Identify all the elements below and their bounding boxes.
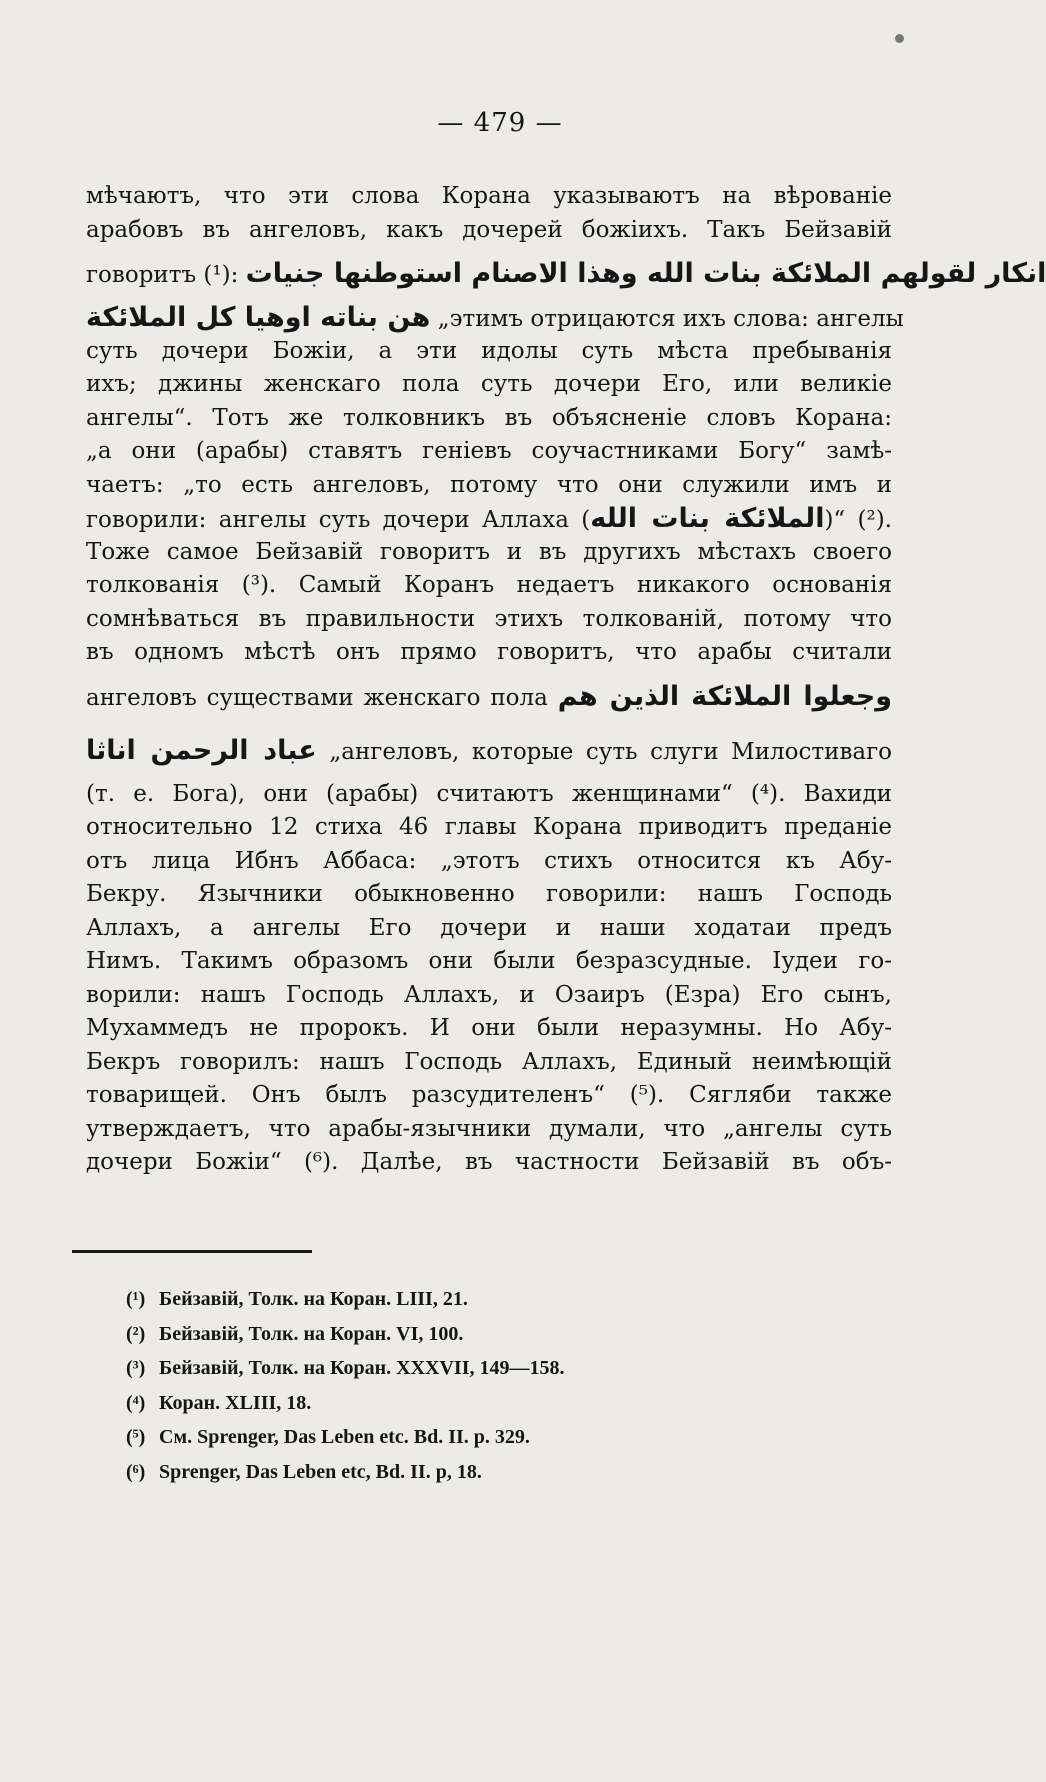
arabic-quote: عباد الرحمن اناثا bbox=[86, 734, 317, 766]
text-line: чаетъ: „то есть ангеловъ, потому что они служили имъ и bbox=[86, 471, 892, 498]
footnote-text: Коран. XLIII, 18. bbox=[159, 1391, 312, 1414]
text-segment: „этимъ отрицаются ихъ слова: ангелы bbox=[437, 306, 904, 332]
text-segment: говоритъ (¹): bbox=[86, 262, 239, 288]
text-line-with-arabic bbox=[86, 502, 892, 536]
footnote-text: Бейзавій, Толк. на Коран. VI, 100. bbox=[159, 1322, 464, 1345]
footnote-text: Бейзавій, Толк. на Коран. LIII, 21. bbox=[159, 1288, 468, 1310]
main-text bbox=[86, 180, 1046, 1180]
footnote bbox=[126, 1282, 826, 1317]
text-line-with-arabic bbox=[86, 724, 892, 778]
text-line: въ одномъ мѣстѣ онъ прямо говоритъ, что арабы считали bbox=[86, 639, 892, 665]
footnote bbox=[126, 1386, 826, 1421]
footnote-mark: (⁴) bbox=[126, 1391, 146, 1414]
text-line: ворили: нашъ Господь Аллахъ, и Озаиръ (Езра) Его сынъ, bbox=[86, 981, 892, 1008]
text-line: арабовъ въ ангеловъ, какъ дочерей божіихъ. Такъ Бейзавій bbox=[86, 216, 892, 243]
footnote-text: См. Sprenger, Das Leben etc. Bd. II. p. 329. bbox=[159, 1426, 530, 1449]
text-line: толкованія (³). Самый Коранъ недаетъ никакого основанія bbox=[86, 572, 892, 598]
footnote-mark: (¹) bbox=[126, 1288, 146, 1310]
ink-speck bbox=[895, 34, 904, 43]
text-line: „а они (арабы) ставятъ геніевъ соучастниками Богу“ замѣ- bbox=[86, 438, 892, 464]
text-line: сомнѣваться въ правильности этихъ толкованій, потому что bbox=[86, 605, 892, 632]
text-line: дочери Божіи“ (⁶). Далѣе, въ частности Бейзавій въ объ- bbox=[86, 1149, 892, 1175]
footnote-mark: (²) bbox=[126, 1322, 146, 1345]
arabic-quote: هن بناته اوهيا كل الملائكة bbox=[86, 302, 431, 333]
text-line: Нимъ. Такимъ образомъ они были безразсудные. Іудеи го- bbox=[86, 948, 892, 974]
footnote bbox=[126, 1455, 826, 1490]
text-line: отъ лица Ибнъ Аббаса: „этотъ стихъ относится къ Абу- bbox=[86, 847, 892, 874]
text-line: Бекръ говорилъ: нашъ Господь Аллахъ, Единый неимѣющій bbox=[86, 1048, 892, 1075]
footnote bbox=[126, 1351, 826, 1386]
text-line: (т. е. Бога), они (арабы) считаютъ женщинами“ (⁴). Вахиди bbox=[86, 780, 892, 807]
text-line: мѣчаютъ, что эти слова Корана указываютъ на вѣрованіе bbox=[86, 183, 892, 209]
footnotes bbox=[126, 1282, 826, 1490]
text-line-with-arabic bbox=[86, 670, 892, 724]
text-segment: „ангеловъ, которые суть слуги Милостиваго bbox=[329, 738, 893, 765]
arabic-quote: الملائكة بنات الله bbox=[590, 503, 825, 534]
text-line: Мухаммедъ не пророкъ. И они были неразумны. Но Абу- bbox=[86, 1015, 892, 1041]
text-line-with-arabic bbox=[86, 301, 904, 335]
text-line: утверждаетъ, что арабы-язычники думали, что „ангелы суть bbox=[86, 1115, 892, 1142]
text-segment: говорили: ангелы суть дочери Аллаха ( bbox=[86, 507, 591, 533]
text-line: суть дочери Божіи, а эти идолы суть мѣста пребыванія bbox=[86, 337, 892, 364]
text-line: товарищей. Онъ былъ разсудителенъ“ (⁵). Сягляби также bbox=[86, 1082, 892, 1108]
footnote-mark: (⁵) bbox=[126, 1426, 146, 1449]
footnote-divider bbox=[72, 1250, 312, 1253]
text-segment: )“ (²). bbox=[824, 507, 892, 533]
footnote-text: Бейзавій, Толк. на Коран. XXXVII, 149—158. bbox=[159, 1357, 565, 1380]
text-line: Аллахъ, а ангелы Его дочери и наши ходатаи предъ bbox=[86, 914, 892, 941]
arabic-quote: وجعلوا الملائكة الذين هم bbox=[557, 680, 893, 712]
footnote bbox=[126, 1420, 826, 1455]
footnote-mark: (³) bbox=[126, 1357, 146, 1380]
text-line: Тоже самое Бейзавій говоритъ и въ другихъ мѣстахъ своего bbox=[86, 538, 892, 565]
text-line-with-arabic bbox=[86, 247, 1046, 301]
text-line: ихъ; джины женскаго пола суть дочери Его, или великіе bbox=[86, 371, 892, 397]
text-line: ангелы“. Тотъ же толковникъ въ объясненіе словъ Корана: bbox=[86, 404, 892, 431]
footnote-mark: (⁶) bbox=[126, 1460, 146, 1483]
text-segment: ангеловъ существами женскаго пола bbox=[86, 684, 548, 711]
text-line: Бекру. Язычники обыкновенно говорили: нашъ Господь bbox=[86, 881, 892, 907]
page-number: — 479 — bbox=[437, 108, 563, 138]
footnote bbox=[126, 1317, 826, 1352]
arabic-quote: انكار لقولهم الملائكة بنات الله وهذا الاصنام استوطنها جنيات bbox=[245, 258, 1046, 289]
text-line: относительно 12 стиха 46 главы Корана приводитъ преданіе bbox=[86, 814, 892, 840]
footnote-text: Sprenger, Das Leben etc, Bd. II. p, 18. bbox=[159, 1460, 482, 1483]
